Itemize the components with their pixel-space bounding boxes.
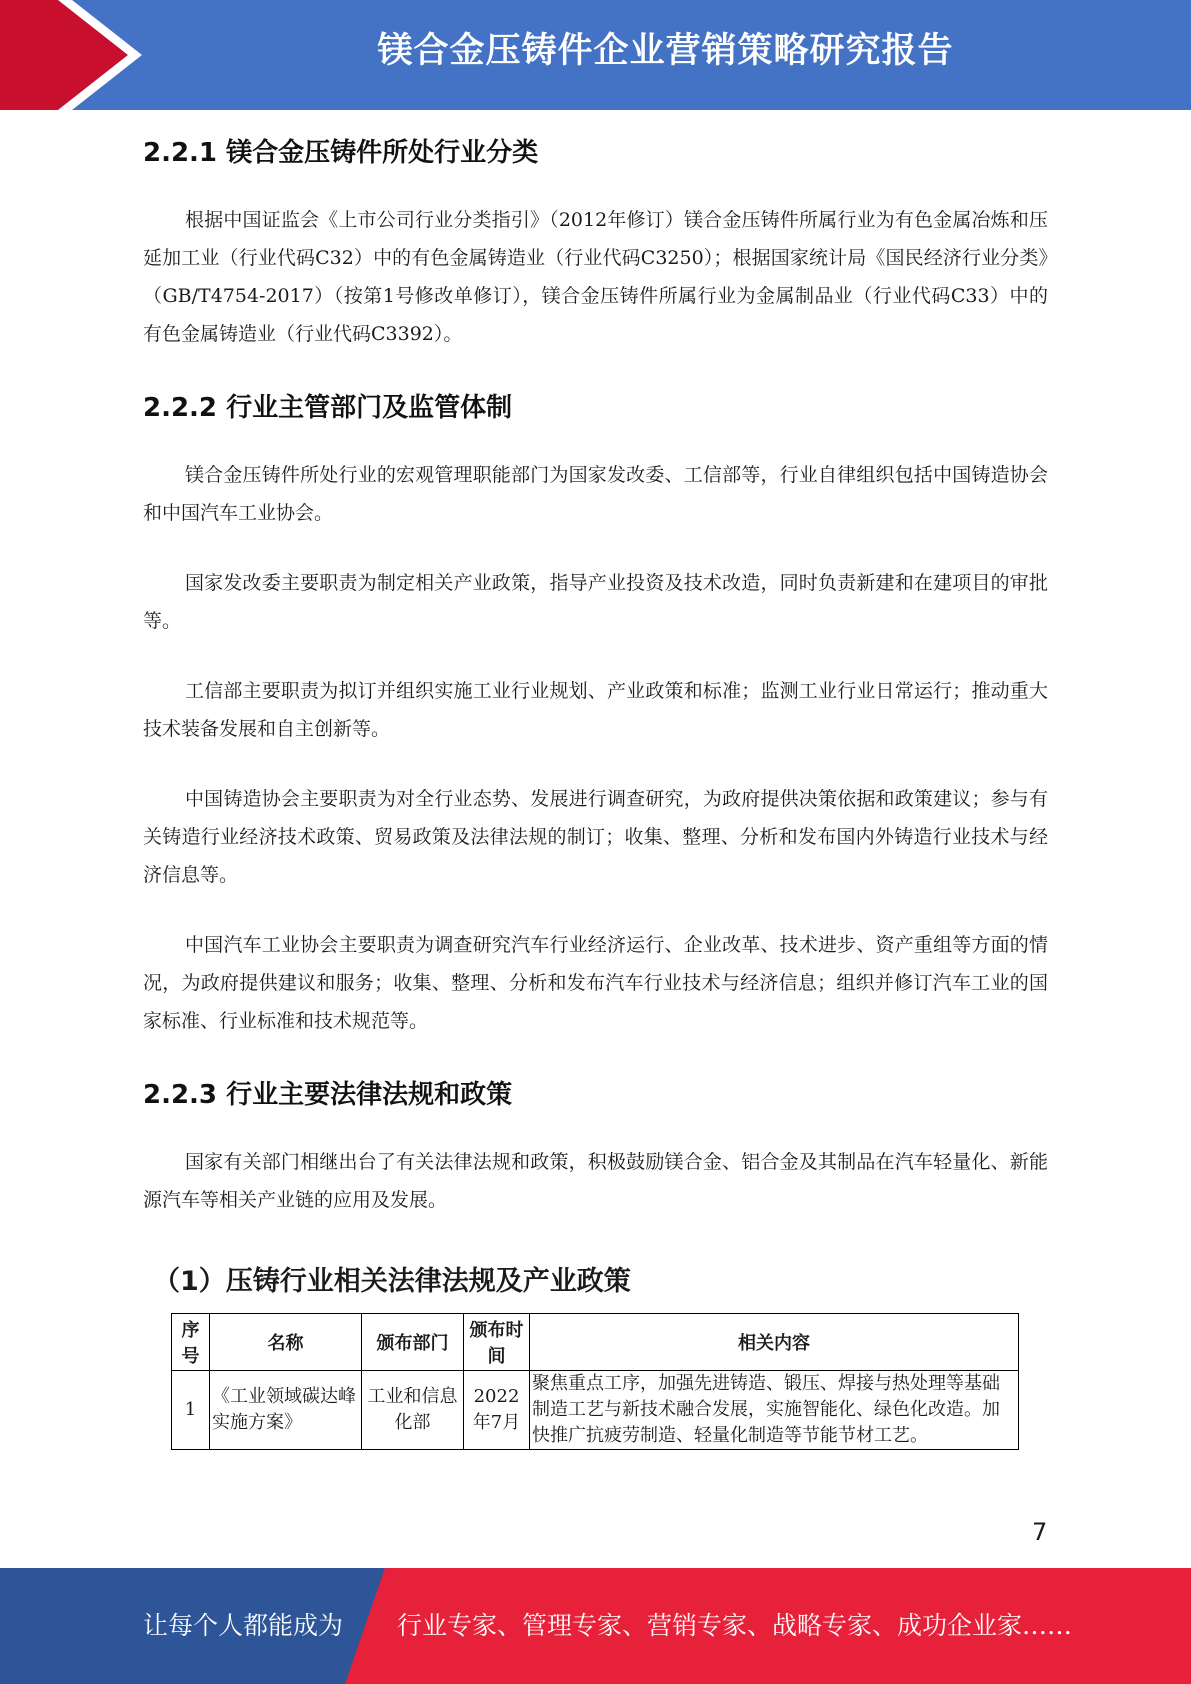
header-red-arrow [0, 0, 150, 110]
page-break-mask [160, 1483, 1040, 1523]
page-footer [0, 1568, 1191, 1684]
section-heading-2-2-2: 2.2.2 行业主管部门及监管体制 [143, 393, 513, 423]
policy-table [171, 1313, 1019, 1450]
paragraph: 国家有关部门相继出台了有关法律法规和政策，积极鼓励镁合金、铝合金及其制品在汽车轻量化、新能源汽车等相关产业链的应用及发展。 [143, 1151, 1048, 1211]
paragraph: 国家发改委主要职责为制定相关产业政策，指导产业投资及技术改造，同时负责新建和在建项目的审批等。 [143, 572, 1048, 632]
column-header: 名称 [210, 1314, 362, 1371]
cell-name: 《工业领域碳达峰实施方案》 [210, 1371, 362, 1450]
column-header: 相关内容 [530, 1314, 1019, 1371]
column-header: 颁布时间 [464, 1314, 530, 1371]
page-header [0, 0, 1191, 110]
cell-date: 2022年7月 [464, 1371, 530, 1450]
page-content [143, 130, 1048, 1298]
paragraph: 镁合金压铸件所处行业的宏观管理职能部门为国家发改委、工信部等，行业自律组织包括中国铸造协会和中国汽车工业协会。 [143, 464, 1048, 524]
report-title: 镁合金压铸件企业营销策略研究报告 [377, 31, 954, 71]
footer-slogan-left: 让每个人都能成为 [143, 1611, 344, 1640]
cell-no: 1 [172, 1371, 210, 1450]
section-heading-2-2-3: 2.2.3 行业主要法律法规和政策 [143, 1080, 513, 1110]
table-row [172, 1371, 1019, 1450]
section-heading-2-2-1: 2.2.1 镁合金压铸件所处行业分类 [143, 138, 539, 168]
footer-slogan-right: 行业专家、管理专家、营销专家、战略专家、成功企业家…… [397, 1611, 1073, 1640]
cell-content: 聚焦重点工序，加强先进铸造、锻压、焊接与热处理等基础制造工艺与新技术融合发展，实施智能化、绿色化改造。加快推广抗疲劳制造、轻量化制造等节能节材工艺。 [530, 1371, 1019, 1450]
paragraph: 中国铸造协会主要职责为对全行业态势、发展进行调查研究，为政府提供决策依据和政策建议；参与有关铸造行业经济技术政策、贸易政策及法律法规的制订；收集、整理、分析和发布国内外铸造行业技术与经济信息等。 [143, 788, 1048, 886]
table-header-row [172, 1314, 1019, 1371]
table-title: （1）压铸行业相关法律法规及产业政策 [153, 1266, 631, 1297]
column-header: 颁布部门 [362, 1314, 464, 1371]
paragraph: 根据中国证监会《上市公司行业分类指引》（2012年修订）镁合金压铸件所属行业为有色金属冶炼和压延加工业（行业代码C32）中的有色金属铸造业（行业代码C3250）；根据国家统计局《国民经济行业分类》（GB/T4754-2017）（按第1号修改单修订），镁合金压铸件所属行业为金属制品业（行业代码C33）中的有色金属铸造业（行业代码C3392）。 [143, 209, 1048, 345]
column-header: 序号 [172, 1314, 210, 1371]
page-number: 7 [1032, 1518, 1048, 1546]
paragraph: 工信部主要职责为拟订并组织实施工业行业规划、产业政策和标准；监测工业行业日常运行；推动重大技术装备发展和自主创新等。 [143, 680, 1048, 740]
cell-dept: 工业和信息化部 [362, 1371, 464, 1450]
paragraph: 中国汽车工业协会主要职责为调查研究汽车行业经济运行、企业改革、技术进步、资产重组等方面的情况，为政府提供建议和服务；收集、整理、分析和发布汽车行业技术与经济信息；组织并修订汽车工业的国家标准、行业标准和技术规范等。 [143, 934, 1048, 1032]
